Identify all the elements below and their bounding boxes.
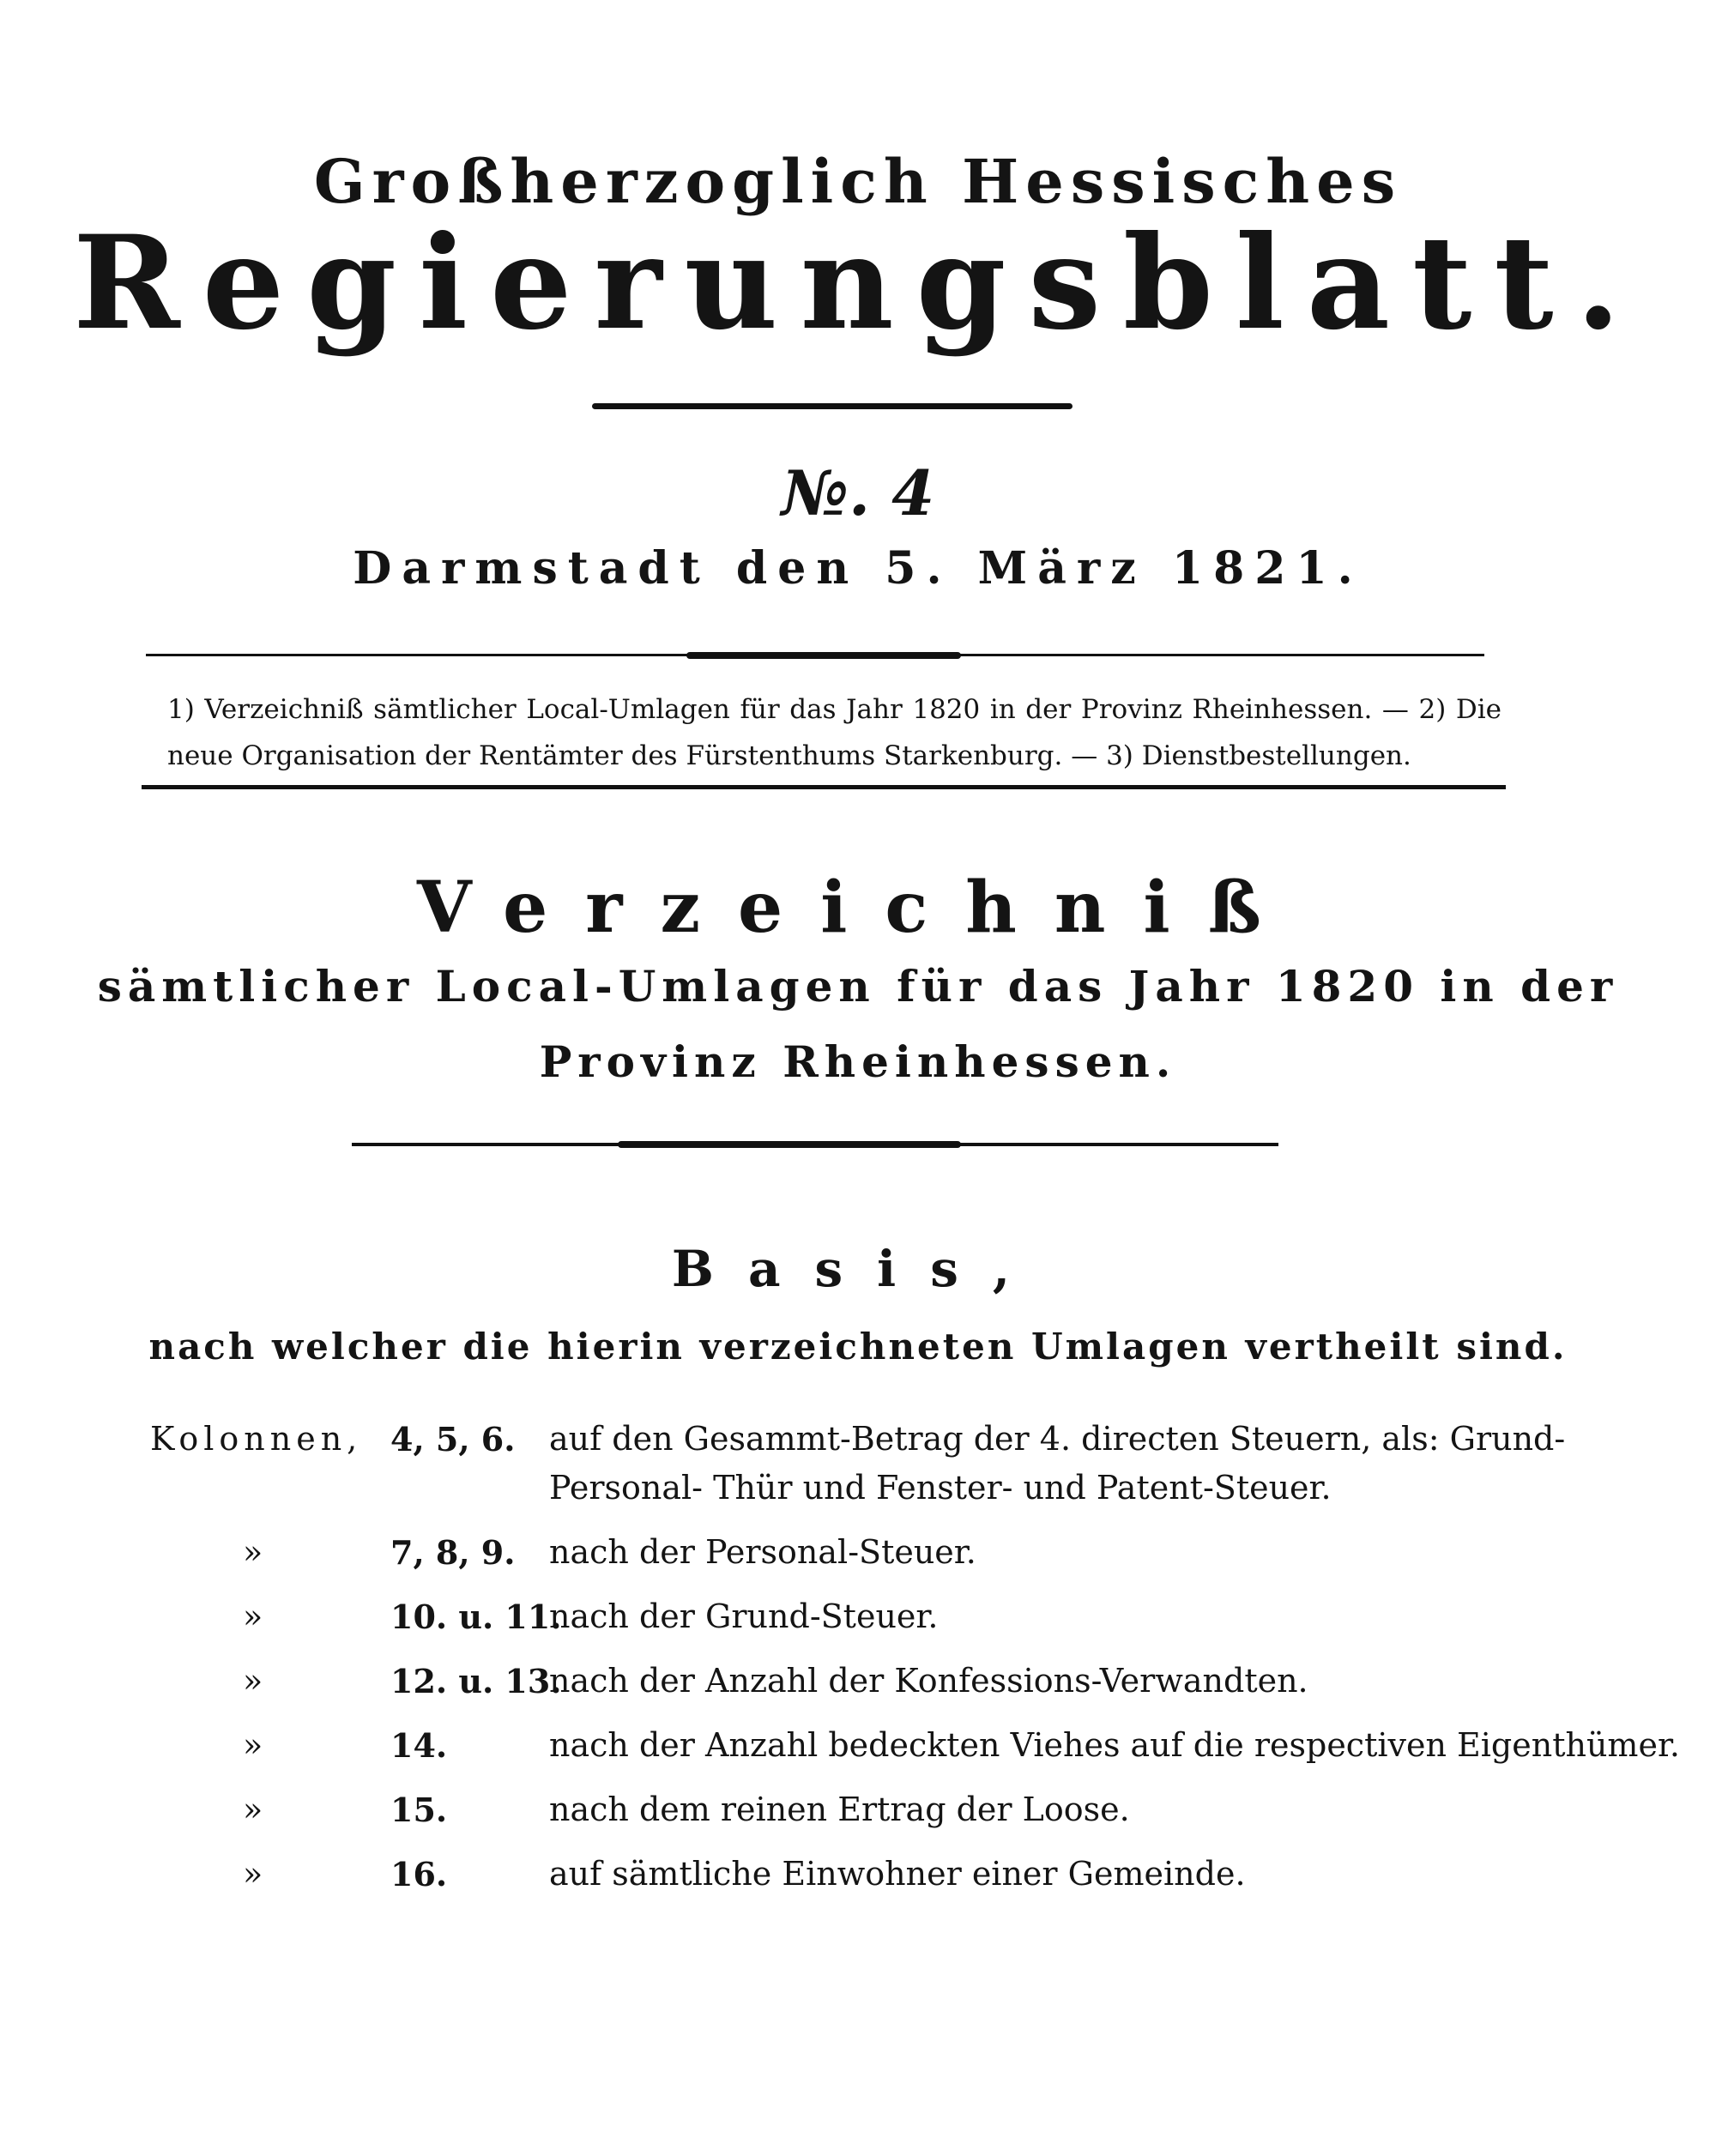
dateline: Darmstadt den 5. März 1821. xyxy=(353,542,1363,595)
row-description-continuation: Personal- Thür und Fenster- und Patent-Steuer. xyxy=(549,1469,1332,1507)
section-heading: Verzeichniß xyxy=(417,867,1299,949)
ditto-mark: » xyxy=(243,1597,263,1635)
row-label: Kolonnen, xyxy=(150,1420,363,1458)
ditto-mark: » xyxy=(243,1791,263,1828)
row-description: nach der Grund-Steuer. xyxy=(549,1597,939,1635)
section-heading-line-3: Provinz Rheinhessen. xyxy=(539,1036,1177,1087)
row-columns: 7, 8, 9. xyxy=(390,1533,516,1572)
masthead-rule xyxy=(592,403,1072,409)
row-columns: 12. u. 13. xyxy=(390,1662,562,1700)
row-description: auf den Gesammt-Betrag der 4. directen Steuern, als: Grund- xyxy=(549,1420,1566,1458)
contents-bottom-rule xyxy=(142,785,1506,789)
row-columns: 15. xyxy=(390,1791,448,1829)
section-heading-line-2: sämtlicher Local-Umlagen für das Jahr 1820 in der xyxy=(97,961,1619,1012)
ditto-mark: » xyxy=(243,1533,263,1571)
basis-row-continuation xyxy=(0,1469,1716,1520)
basis-row xyxy=(0,1533,1716,1585)
table-of-contents: 1) Verzeichniß sämtlicher Local-Umlagen für das Jahr 1820 in der Provinz Rheinhessen. — 2) Die neue Organisation der Rentämter des Fürstenthums Starkenburg. — 3) Dienstbestellungen. xyxy=(167,694,1502,771)
row-description: nach der Anzahl der Konfessions-Verwandten. xyxy=(549,1662,1308,1700)
basis-subheading: nach welcher die hierin verzeichneten Umlagen vertheilt sind. xyxy=(148,1326,1568,1368)
basis-row xyxy=(0,1726,1716,1778)
section-rule-thick xyxy=(618,1141,961,1148)
issue-number: №. 4 xyxy=(781,456,935,529)
basis-row xyxy=(0,1791,1716,1842)
ditto-mark: » xyxy=(243,1726,263,1764)
row-columns: 10. u. 11. xyxy=(390,1597,562,1636)
basis-row xyxy=(0,1597,1716,1649)
row-description: auf sämtliche Einwohner einer Gemeinde. xyxy=(549,1855,1246,1893)
basis-heading: Basis, xyxy=(671,1240,1045,1298)
ditto-mark: » xyxy=(243,1662,263,1700)
basis-row xyxy=(0,1420,1716,1471)
masthead-title: Regierungsblatt. xyxy=(73,208,1643,359)
row-description: nach dem reinen Ertrag der Loose. xyxy=(549,1791,1130,1828)
row-description: nach der Personal-Steuer. xyxy=(549,1533,976,1571)
basis-row xyxy=(0,1855,1716,1906)
contents-top-rule-thick xyxy=(686,652,961,659)
row-columns: 4, 5, 6. xyxy=(390,1420,516,1458)
masthead-subtitle: Großherzoglich Hessisches xyxy=(313,146,1403,217)
ditto-mark: » xyxy=(243,1855,263,1893)
row-columns: 16. xyxy=(390,1855,448,1893)
basis-row xyxy=(0,1662,1716,1713)
row-description: nach der Anzahl bedeckten Viehes auf die respectiven Eigenthümer. xyxy=(549,1726,1681,1764)
row-columns: 14. xyxy=(390,1726,448,1765)
